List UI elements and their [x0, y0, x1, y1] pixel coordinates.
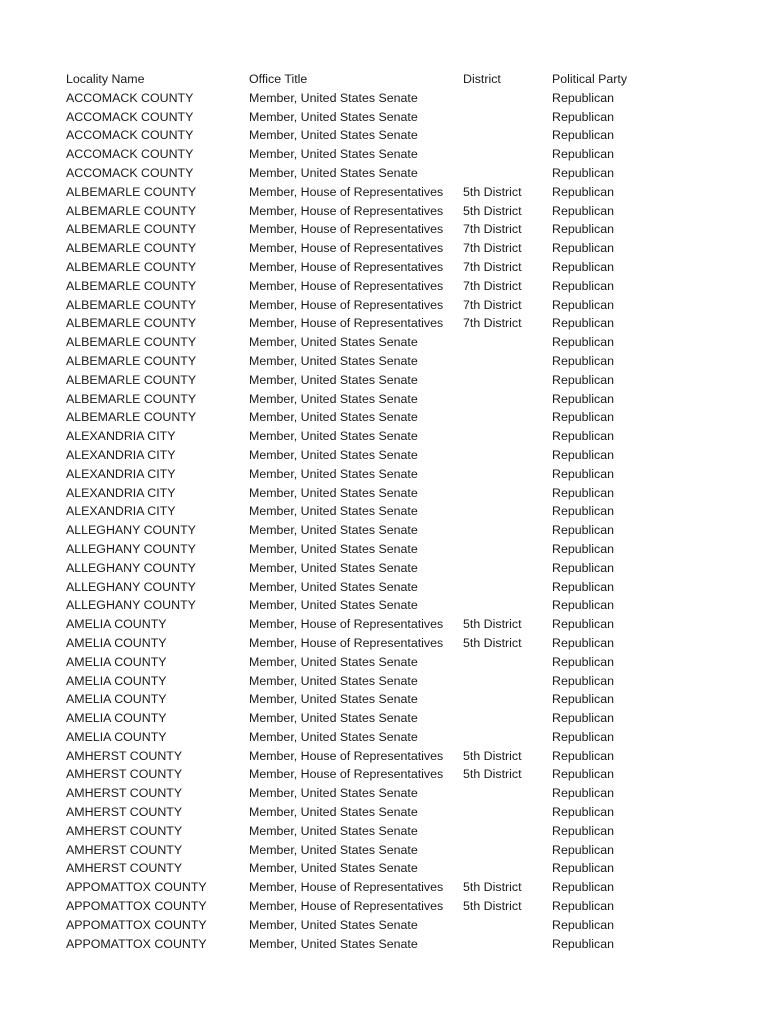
cell-office-title: Member, United States Senate: [249, 447, 418, 462]
table-row: [66, 803, 682, 822]
table-row: [66, 540, 682, 559]
table-row: [66, 239, 682, 258]
header-district: District: [463, 72, 501, 86]
table-row: [66, 89, 682, 108]
cell-political-party: Republican: [552, 447, 614, 462]
table-row: [66, 314, 682, 333]
table-row: [66, 371, 682, 390]
cell-district: [463, 108, 552, 127]
table-row: [66, 352, 682, 371]
cell-locality-name: AMHERST COUNTY: [66, 823, 183, 838]
cell-district: 5th District: [463, 880, 522, 895]
cell-district: [463, 859, 552, 878]
cell-locality-name: AMHERST COUNTY: [66, 767, 183, 782]
cell-political-party: Republican: [552, 692, 614, 707]
cell-political-party: Republican: [552, 504, 614, 519]
cell-office-title: Member, United States Senate: [249, 842, 418, 857]
cell-office-title: Member, House of Representatives: [249, 767, 444, 782]
cell-district: [463, 709, 552, 728]
cell-locality-name: ALBEMARLE COUNTY: [66, 372, 197, 387]
cell-district: [463, 427, 552, 446]
cell-political-party: Republican: [552, 485, 614, 500]
cell-political-party: Republican: [552, 466, 614, 481]
cell-office-title: Member, United States Senate: [249, 109, 418, 124]
cell-office-title: Member, United States Senate: [249, 579, 418, 594]
table-row: [66, 502, 682, 521]
cell-political-party: Republican: [552, 748, 614, 763]
cell-district: [463, 672, 552, 691]
table-row: [66, 935, 682, 954]
cell-locality-name: ALBEMARLE COUNTY: [66, 297, 197, 312]
cell-office-title: Member, United States Senate: [249, 673, 418, 688]
cell-locality-name: ALLEGHANY COUNTY: [66, 560, 196, 575]
cell-political-party: Republican: [552, 410, 614, 425]
cell-office-title: Member, United States Senate: [249, 936, 418, 951]
table-row: [66, 465, 682, 484]
cell-district: [463, 484, 552, 503]
table-row: [66, 220, 682, 239]
cell-district: [463, 578, 552, 597]
table-row: [66, 427, 682, 446]
cell-locality-name: AMHERST COUNTY: [66, 842, 183, 857]
cell-political-party: Republican: [552, 297, 614, 312]
cell-locality-name: ACCOMACK COUNTY: [66, 147, 194, 162]
cell-political-party: Republican: [552, 786, 614, 801]
cell-office-title: Member, United States Senate: [249, 917, 418, 932]
cell-political-party: Republican: [552, 729, 614, 744]
cell-office-title: Member, United States Senate: [249, 541, 418, 556]
cell-district: [463, 333, 552, 352]
cell-locality-name: AMELIA COUNTY: [66, 617, 167, 632]
cell-political-party: Republican: [552, 165, 614, 180]
table-row: [66, 164, 682, 183]
cell-district: 7th District: [463, 259, 522, 274]
cell-district: [463, 465, 552, 484]
table-row: [66, 859, 682, 878]
cell-locality-name: ALBEMARLE COUNTY: [66, 335, 197, 350]
cell-political-party: Republican: [552, 372, 614, 387]
cell-office-title: Member, United States Senate: [249, 504, 418, 519]
cell-office-title: Member, House of Representatives: [249, 899, 444, 914]
cell-district: 7th District: [463, 222, 522, 237]
table-row: [66, 747, 682, 766]
table-row: [66, 126, 682, 145]
cell-district: 5th District: [463, 617, 522, 632]
table-row: [66, 672, 682, 691]
cell-political-party: Republican: [552, 128, 614, 143]
table-row: [66, 728, 682, 747]
table-row: [66, 709, 682, 728]
cell-locality-name: APPOMATTOX COUNTY: [66, 880, 207, 895]
cell-locality-name: ACCOMACK COUNTY: [66, 90, 194, 105]
cell-office-title: Member, United States Senate: [249, 372, 418, 387]
cell-district: 5th District: [463, 748, 522, 763]
cell-district: 5th District: [463, 767, 522, 782]
cell-locality-name: AMHERST COUNTY: [66, 786, 183, 801]
cell-district: [463, 653, 552, 672]
cell-political-party: Republican: [552, 90, 614, 105]
cell-political-party: Republican: [552, 936, 614, 951]
cell-locality-name: AMHERST COUNTY: [66, 805, 183, 820]
cell-office-title: Member, United States Senate: [249, 466, 418, 481]
table-row: [66, 202, 682, 221]
cell-political-party: Republican: [552, 842, 614, 857]
cell-locality-name: ALLEGHANY COUNTY: [66, 579, 196, 594]
cell-locality-name: ALEXANDRIA CITY: [66, 504, 176, 519]
table-row: [66, 333, 682, 352]
table-row: [66, 390, 682, 409]
cell-locality-name: ALBEMARLE COUNTY: [66, 241, 197, 256]
cell-locality-name: AMHERST COUNTY: [66, 861, 183, 876]
cell-locality-name: AMELIA COUNTY: [66, 654, 167, 669]
cell-political-party: Republican: [552, 805, 614, 820]
table-body: [66, 89, 682, 954]
cell-district: [463, 521, 552, 540]
cell-office-title: Member, House of Representatives: [249, 617, 444, 632]
cell-locality-name: ALEXANDRIA CITY: [66, 447, 176, 462]
cell-locality-name: AMELIA COUNTY: [66, 711, 167, 726]
cell-district: [463, 596, 552, 615]
cell-district: [463, 559, 552, 578]
cell-district: 5th District: [463, 184, 522, 199]
table-row: [66, 878, 682, 897]
header-locality-name: Locality Name: [66, 72, 145, 86]
cell-political-party: Republican: [552, 391, 614, 406]
cell-district: [463, 728, 552, 747]
cell-office-title: Member, United States Senate: [249, 353, 418, 368]
cell-office-title: Member, United States Senate: [249, 128, 418, 143]
cell-office-title: Member, House of Representatives: [249, 880, 444, 895]
table-row: [66, 296, 682, 315]
cell-locality-name: ALBEMARLE COUNTY: [66, 391, 197, 406]
cell-locality-name: ACCOMACK COUNTY: [66, 165, 194, 180]
cell-political-party: Republican: [552, 579, 614, 594]
cell-political-party: Republican: [552, 109, 614, 124]
cell-district: [463, 916, 552, 935]
cell-locality-name: AMELIA COUNTY: [66, 729, 167, 744]
table-row: [66, 145, 682, 164]
cell-locality-name: ALBEMARLE COUNTY: [66, 316, 197, 331]
cell-political-party: Republican: [552, 523, 614, 538]
cell-political-party: Republican: [552, 899, 614, 914]
cell-district: [463, 803, 552, 822]
table-row: [66, 916, 682, 935]
table-row: [66, 258, 682, 277]
cell-locality-name: ALBEMARLE COUNTY: [66, 353, 197, 368]
cell-political-party: Republican: [552, 767, 614, 782]
cell-office-title: Member, House of Representatives: [249, 635, 444, 650]
cell-locality-name: ALEXANDRIA CITY: [66, 466, 176, 481]
cell-district: 7th District: [463, 241, 522, 256]
cell-office-title: Member, United States Senate: [249, 147, 418, 162]
table-row: [66, 108, 682, 127]
table-row: [66, 521, 682, 540]
cell-political-party: Republican: [552, 617, 614, 632]
cell-district: 7th District: [463, 278, 522, 293]
cell-district: [463, 89, 552, 108]
table-row: [66, 277, 682, 296]
cell-office-title: Member, House of Representatives: [249, 316, 444, 331]
header-political-party: Political Party: [552, 72, 628, 86]
table-row: [66, 765, 682, 784]
table-row: [66, 634, 682, 653]
cell-district: [463, 371, 552, 390]
cell-political-party: Republican: [552, 353, 614, 368]
cell-office-title: Member, United States Senate: [249, 805, 418, 820]
table-row: [66, 615, 682, 634]
table-row: [66, 484, 682, 503]
cell-political-party: Republican: [552, 335, 614, 350]
cell-district: [463, 145, 552, 164]
cell-office-title: Member, United States Senate: [249, 692, 418, 707]
cell-district: [463, 390, 552, 409]
cell-political-party: Republican: [552, 259, 614, 274]
cell-office-title: Member, House of Representatives: [249, 259, 444, 274]
cell-district: 5th District: [463, 899, 522, 914]
table-row: [66, 690, 682, 709]
cell-office-title: Member, United States Senate: [249, 90, 418, 105]
cell-locality-name: AMELIA COUNTY: [66, 673, 167, 688]
cell-locality-name: ALBEMARLE COUNTY: [66, 184, 197, 199]
cell-locality-name: ALLEGHANY COUNTY: [66, 541, 196, 556]
cell-district: 5th District: [463, 635, 522, 650]
cell-political-party: Republican: [552, 278, 614, 293]
cell-political-party: Republican: [552, 673, 614, 688]
cell-locality-name: ACCOMACK COUNTY: [66, 109, 194, 124]
cell-district: [463, 446, 552, 465]
cell-political-party: Republican: [552, 917, 614, 932]
table-row: [66, 897, 682, 916]
cell-political-party: Republican: [552, 711, 614, 726]
cell-office-title: Member, House of Representatives: [249, 278, 444, 293]
cell-locality-name: APPOMATTOX COUNTY: [66, 917, 207, 932]
table-row: [66, 653, 682, 672]
cell-locality-name: ALEXANDRIA CITY: [66, 485, 176, 500]
cell-district: [463, 935, 552, 954]
cell-district: [463, 352, 552, 371]
cell-locality-name: AMELIA COUNTY: [66, 692, 167, 707]
cell-political-party: Republican: [552, 541, 614, 556]
cell-office-title: Member, United States Senate: [249, 391, 418, 406]
table-row: [66, 408, 682, 427]
cell-office-title: Member, United States Senate: [249, 560, 418, 575]
cell-district: 7th District: [463, 316, 522, 331]
cell-office-title: Member, House of Representatives: [249, 241, 444, 256]
cell-locality-name: APPOMATTOX COUNTY: [66, 936, 207, 951]
cell-office-title: Member, United States Senate: [249, 861, 418, 876]
cell-locality-name: ALBEMARLE COUNTY: [66, 203, 197, 218]
cell-locality-name: ALEXANDRIA CITY: [66, 429, 176, 444]
cell-locality-name: APPOMATTOX COUNTY: [66, 899, 207, 914]
cell-political-party: Republican: [552, 241, 614, 256]
cell-district: [463, 408, 552, 427]
cell-locality-name: AMELIA COUNTY: [66, 635, 167, 650]
cell-locality-name: ALLEGHANY COUNTY: [66, 598, 196, 613]
cell-office-title: Member, United States Senate: [249, 654, 418, 669]
cell-office-title: Member, House of Representatives: [249, 222, 444, 237]
data-table: [66, 70, 682, 953]
table-row: [66, 446, 682, 465]
cell-political-party: Republican: [552, 598, 614, 613]
cell-political-party: Republican: [552, 203, 614, 218]
cell-district: [463, 502, 552, 521]
cell-office-title: Member, United States Senate: [249, 729, 418, 744]
header-office-title: Office Title: [249, 72, 308, 86]
header-row: [66, 70, 682, 89]
cell-locality-name: AMHERST COUNTY: [66, 748, 183, 763]
cell-locality-name: ACCOMACK COUNTY: [66, 128, 194, 143]
cell-office-title: Member, House of Representatives: [249, 748, 444, 763]
table-row: [66, 578, 682, 597]
cell-political-party: Republican: [552, 147, 614, 162]
table-row: [66, 596, 682, 615]
cell-locality-name: ALBEMARLE COUNTY: [66, 278, 197, 293]
cell-office-title: Member, United States Senate: [249, 786, 418, 801]
cell-political-party: Republican: [552, 823, 614, 838]
cell-political-party: Republican: [552, 861, 614, 876]
cell-office-title: Member, United States Senate: [249, 335, 418, 350]
cell-district: 7th District: [463, 297, 522, 312]
table-row: [66, 822, 682, 841]
cell-district: [463, 784, 552, 803]
table-header: [66, 70, 682, 89]
cell-office-title: Member, House of Representatives: [249, 184, 444, 199]
cell-district: [463, 690, 552, 709]
cell-office-title: Member, House of Representatives: [249, 203, 444, 218]
cell-office-title: Member, United States Senate: [249, 410, 418, 425]
cell-locality-name: ALBEMARLE COUNTY: [66, 410, 197, 425]
cell-office-title: Member, United States Senate: [249, 165, 418, 180]
cell-locality-name: ALLEGHANY COUNTY: [66, 523, 196, 538]
cell-political-party: Republican: [552, 880, 614, 895]
cell-locality-name: ALBEMARLE COUNTY: [66, 222, 197, 237]
cell-district: [463, 164, 552, 183]
cell-office-title: Member, United States Senate: [249, 485, 418, 500]
cell-district: [463, 841, 552, 860]
cell-political-party: Republican: [552, 184, 614, 199]
cell-office-title: Member, United States Senate: [249, 598, 418, 613]
cell-district: [463, 540, 552, 559]
cell-political-party: Republican: [552, 560, 614, 575]
cell-office-title: Member, House of Representatives: [249, 297, 444, 312]
cell-office-title: Member, United States Senate: [249, 429, 418, 444]
cell-district: 5th District: [463, 203, 522, 218]
cell-political-party: Republican: [552, 316, 614, 331]
cell-political-party: Republican: [552, 429, 614, 444]
cell-district: [463, 822, 552, 841]
cell-office-title: Member, United States Senate: [249, 523, 418, 538]
table-row: [66, 784, 682, 803]
table-row: [66, 559, 682, 578]
cell-political-party: Republican: [552, 635, 614, 650]
cell-office-title: Member, United States Senate: [249, 823, 418, 838]
table-row: [66, 841, 682, 860]
cell-political-party: Republican: [552, 654, 614, 669]
cell-district: [463, 126, 552, 145]
cell-locality-name: ALBEMARLE COUNTY: [66, 259, 197, 274]
cell-political-party: Republican: [552, 222, 614, 237]
table-row: [66, 183, 682, 202]
cell-office-title: Member, United States Senate: [249, 711, 418, 726]
